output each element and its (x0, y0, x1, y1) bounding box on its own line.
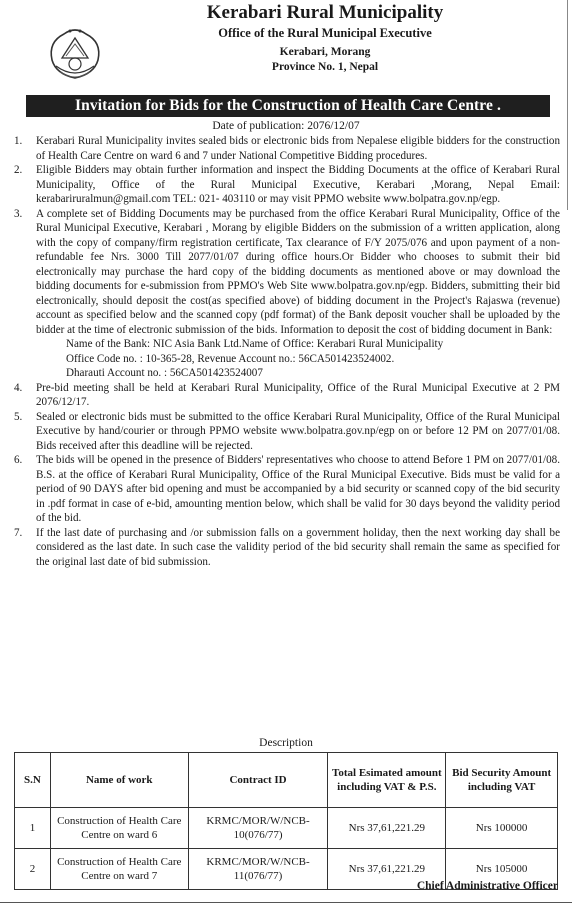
header-bid-security: Bid Security Amount including VAT (446, 753, 558, 808)
cell-work: Construction of Health Care Centre on ward 6 (50, 808, 188, 849)
cell-estimated-amount: Nrs 37,61,221.29 (328, 849, 446, 890)
signatory-title: Chief Administrative Officer (416, 880, 558, 892)
clause-7 (14, 526, 560, 570)
clause-number: 7. (14, 526, 23, 539)
table-header-row (15, 753, 558, 808)
publication-date: Date of publication: 2076/12/07 (212, 120, 360, 132)
bottom-divider (0, 902, 572, 903)
notice-title-banner: Invitation for Bids for the Construction of Health Care Centre . (26, 95, 550, 117)
bank-name-line: Name of the Bank: NIC Asia Bank Ltd.Name of Office: Kerabari Rural Municipality (66, 338, 444, 350)
table-row (15, 808, 558, 849)
clause-text: If the last date of purchasing and /or submission falls on a government holiday, then the next working day shall be considered as the last date. In such case the validity period of the bid security shall remain the same as specified for the original last date of bid submission. (36, 526, 560, 568)
clause-3 (14, 207, 560, 338)
clause-number: 3. (14, 207, 23, 220)
cell-sn: 1 (15, 808, 51, 849)
cell-bid-security: Nrs 105000 (446, 849, 558, 890)
bank-details (14, 337, 560, 381)
office-address: Kerabari, Morang (279, 46, 371, 58)
header-work: Name of work (50, 753, 188, 808)
clause-number: 2. (14, 164, 23, 176)
clause-6 (14, 453, 560, 526)
clause-number: 5. (14, 410, 23, 423)
notice-header (0, 0, 572, 96)
cell-contract-id: KRMC/MOR/W/NCB-10(076/77) (188, 808, 328, 849)
clause-number: 6. (14, 454, 23, 466)
clause-text: A complete set of Bidding Documents may be purchased from the office Kerabari Rural Municipality, Office of the Rural Municipal Executive, Kerabari , Morang by eligible Bidders on the submission of a written application, along with the copy of company/firm registration certificate, Tax clearance of F/Y 2075/076 and upon payment of a non-refundable fee Nrs. 3000 Till 2077/01/07 during office hours.Or Bidder who chooses to submit their bid electronically may purchase the hard copy of the bidding documents as mentioned above or may download the bidding documents for e-submission from PPMO's Web Site www.bolpatra.gov.np/egp. Bidders, submitting their bid electronically, should deposit the cost(as specified above) of bidding document in the Project's Rajaswa (revenue) account as specified below and the scanned copy (pdf format) of the Bank deposit voucher shall be uploaded by the bidder at the time of electronic submission of the bids. Information to deposit the cost of bidding document in Bank: (36, 207, 560, 336)
header-sn: S.N (15, 753, 51, 808)
description-label: Description (259, 737, 313, 749)
office-name: Office of the Rural Municipal Executive (218, 26, 432, 40)
clause-5 (14, 410, 560, 454)
clause-text: Pre-bid meeting shall be held at Kerabari Rural Municipality, Office of the Rural Municipal Executive at 2 PM 2076/12/17. (36, 381, 560, 408)
cell-contract-id: KRMC/MOR/W/NCB-11(076/77) (188, 849, 328, 890)
bid-table (14, 752, 558, 890)
clause-text: Sealed or electronic bids must be submitted to the office Kerabari Rural Municipality, Office of the Rural Municipal Executive by hand/courier or through PPMO website www.bolpatra.gov.np/egp on or before 12 PM on 2077/01/08. Bids received after this deadline will be rejected. (36, 410, 560, 452)
header-contract-id: Contract ID (188, 753, 328, 808)
notice-clauses (14, 134, 560, 569)
clause-4 (14, 381, 560, 410)
cell-sn: 2 (15, 849, 51, 890)
nepal-emblem-icon (44, 22, 106, 84)
office-code-line: Office Code no. : 10-365-28, Revenue Account no.: 56CA501423524002. (66, 352, 395, 365)
province-line: Province No. 1, Nepal (271, 61, 379, 73)
municipality-name: Kerabari Rural Municipality (206, 2, 444, 23)
cell-work: Construction of Health Care Centre on ward 7 (50, 849, 188, 890)
clause-1 (14, 134, 560, 163)
cell-estimated-amount: Nrs 37,61,221.29 (328, 808, 446, 849)
clause-number: 4. (14, 381, 23, 394)
cell-bid-security: Nrs 100000 (446, 808, 558, 849)
dharauti-account-line: Dharauti Account no. : 56CA501423524007 (66, 367, 263, 379)
header-estimated-amount: Total Esimated amount including VAT & P.S. (328, 753, 446, 808)
clause-number: 1. (14, 135, 23, 147)
clause-text: The bids will be opened in the presence of Bidders' representatives who choose to attend Before 1 PM on 2077/01/08. B.S. at the office of Kerabari Rural Municipality, Office of the Rural Municipal Executive. Bids must be valid for a period of 90 DAYS after bid opening and must be accompanied by a bid security or scanned copy of the bid security in .pdf format in case of e-bid, amounting mention below, which shall be valid for 30 days beyond the validity period of the bid. (36, 454, 560, 524)
column-divider (567, 0, 568, 210)
clause-2 (14, 163, 560, 207)
clause-text: Eligible Bidders may obtain further information and inspect the Bidding Documents at the office of Kerabari Rural Municipality, Office of the Rural Municipal Executive, Kerabari ,Morang, Nepal Email: kerabariruralmun@gmail.com TEL: 021- 403110 or may visit PPMO website www.bolpatra.gov.np/egp. (36, 164, 560, 205)
clause-text: Kerabari Rural Municipality invites sealed bids or electronic bids from Nepalese eligible bidders for the construction of Health Care Centre on ward 6 and 7 under National Competitive Bidding procedures. (36, 135, 560, 162)
